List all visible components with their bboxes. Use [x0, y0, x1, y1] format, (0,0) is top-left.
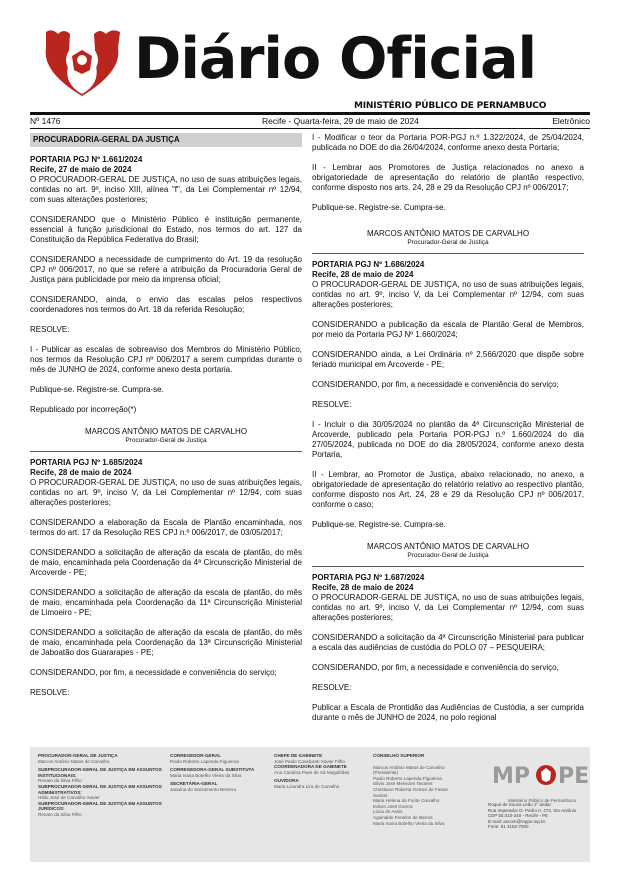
portaria-date: Recife, 27 de maio de 2024	[30, 165, 132, 174]
footer-heading: SUBPROCURADOR-GERAL DE JUSTIÇA EM ASSUNTOS JURÍDICOS:	[38, 800, 162, 812]
paragraph: CONSIDERANDO a necessidade de cumprimento do Art. 19 da resolução CPJ nº 006/2017, no que se refere a atribuição da Procuradoria Geral de Justiça para publicidade por meio da imprensa oficial;	[30, 255, 302, 284]
footer-value: Santos	[373, 792, 388, 798]
portaria-title: PORTARIA PGJ Nº 1.685/2024	[30, 458, 143, 467]
paragraph: I - Modificar o teor da Portaria POR-PGJ n.º 1.322/2024, de 25/04/2024, publicada no DOE do dia 26/04/2024, conforme anexo desta Portaria;	[312, 133, 584, 152]
footer-heading: OUVIDORA	[274, 778, 299, 784]
footer-value: Ana Carolina Paes de Sá Magalhães	[274, 769, 350, 775]
portaria-title: PORTARIA PGJ Nº 1.661/2024	[30, 155, 143, 164]
footer-heading: SUBPROCURADOR-GERAL DE JUSTIÇA EM ASSUNTOS ADMINISTRATIVOS:	[38, 783, 162, 795]
paragraph: II - Lembrar aos Promotores de Justiça relacionados no anexo a obrigatoriedade de apresentação do relatório de plantão respectivo, conforme disposto nos arts. 24, 28 e 29 da Resolução CPJ nº 006/2017;	[312, 163, 584, 192]
portaria-title: PORTARIA PGJ Nº 1.686/2024	[312, 260, 425, 269]
footer-value: Sílvio José Menezes Tavares	[373, 781, 433, 787]
paragraph: O PROCURADOR-GERAL DE JUSTIÇA, no uso de suas atribuições legais, contidas no art. 9º, inciso XIII, alínea "f", da Lei Complementar nº 12/94, com suas alterações posteriores;	[30, 175, 302, 204]
paragraph: Publicar a Escala de Prontidão das Audiências de Custódia, a ser cumprida durante o mês de JUNHO de 2024, no polo regional	[312, 703, 584, 722]
footer-value: José Paulo Cavalcanti Xavier Filho	[274, 758, 345, 764]
portaria-date: Recife, 28 de maio de 2024	[312, 270, 414, 279]
footer-value: Maria Lizandra Lira de Carvalho	[274, 783, 340, 789]
footer-column-gabinete	[274, 753, 370, 790]
divider	[30, 451, 302, 452]
paragraph: O PROCURADOR-GERAL DE JUSTIÇA, no uso de suas atribuições legais, contidas no art. 9º, inciso V, da Lei Complementar nº 12/94, com suas alterações posteriores;	[312, 280, 584, 309]
paragraph: CONSIDERANDO a elaboração da Escala de Plantão encaminhada, nos termos do art. 17 da Resolução RES CPJ n.º 006/2017, de 03/05/2017;	[30, 518, 302, 537]
paragraph: CONSIDERANDO, por fim, a necessidade e conveniência do serviço,	[312, 663, 559, 672]
divider	[30, 128, 590, 129]
footer-value: Maria Ivana Botelho Vieira da Silva	[373, 820, 445, 826]
footer-heading: CORREGEDORA-GERAL SUBSTITUTA	[170, 767, 255, 773]
paragraph: CONSIDERANDO que o Ministério Público é instituição permanente, essencial à função jurisdicional do Estado, nos termos do art. 127 da Constituição da República Federativa do Brasil;	[30, 215, 302, 244]
edition-type: Eletrônico	[552, 116, 590, 126]
footer-value: Aguinaldo Fenelon de Barros	[373, 814, 433, 820]
footer	[30, 747, 590, 862]
footer-value: Janaína do Sacramento Bezerra	[170, 786, 237, 792]
paragraph: O PROCURADOR-GERAL DE JUSTIÇA, no uso de suas atribuições legais, contidas no art. 9º, inciso V, da Lei Complementar nº 12/94, com suas alterações posteriores;	[30, 478, 302, 507]
address-line: Roque de Souza Leão 1º andar	[488, 802, 551, 807]
paragraph: II - Lembrar, ao Promotor de Justiça, abaixo relacionado, no anexo, a obrigatoriedade de apresentação do relatório relativo ao respectivo plantão, conforme disposto nos Art. 24, 28 e 29 da Resolução CPJ nº 006/2017, conforme o caso;	[312, 470, 584, 509]
address-line: CEP 50.010-240 - Recife - PE	[488, 813, 548, 819]
footer-value: Renato da Silva Filho	[38, 778, 82, 784]
paragraph: CONSIDERANDO a solicitação de alteração da escala de plantão, do mês de maio, encaminhada pela Coordenação da 4ª Circunscrição Ministerial de Arcoverde - PE;	[30, 548, 302, 577]
footer-heading: CONSELHO SUPERIOR	[373, 753, 425, 758]
issue-number: Nº 1476	[30, 116, 61, 126]
portaria-date: Recife, 28 de maio de 2024	[30, 468, 132, 477]
footer-value: Maria Helena da Fonte Carvalho	[373, 798, 440, 804]
footer-column-leadership	[38, 753, 166, 818]
footer-value: Marcos Antônio Matos de Carvalho	[373, 764, 445, 770]
signer-name: MARCOS ANTÔNIO MATOS DE CARVALHO	[366, 542, 530, 551]
paragraph: I - Publicar as escalas de sobreaviso dos Membros do Ministério Público, nos termos da Resolução CPJ nº 006/2017 a serem cumpridas durante o mês de JUNHO de 2024, conforme anexo desta portaria.	[30, 345, 302, 374]
footer-value: Hélio José de Carvalho Xavier	[38, 795, 100, 801]
footer-value: Christiane Roberta Gomes de Farias	[373, 786, 448, 792]
address-line: Fone: 81 3182-7000	[488, 824, 529, 830]
footer-value: Paulo Roberto Lapenda Figueiroa	[170, 758, 239, 764]
portaria-date: Recife, 28 de maio de 2024	[312, 583, 414, 592]
paragraph: RESOLVE:	[312, 400, 352, 409]
signature-block	[30, 427, 302, 445]
right-column	[312, 133, 584, 733]
logo-subtitle: Ministério Público de Pernambuco	[508, 798, 577, 803]
paragraph: CONSIDERANDO a solicitação da 4ª Circunscrição Ministerial para publicar a escala das audiências de custódia do POLO 07 – PESQUEIRA;	[312, 633, 584, 652]
footer-value: Paulo Roberto Lapenda Figueiroa	[373, 775, 442, 781]
footer-heading: CORREGEDOR-GERAL	[170, 753, 222, 758]
paragraph: CONSIDERANDO, por fim, a necessidade e conveniência do serviço;	[30, 668, 277, 677]
signer-role: Procurador-Geral de Justiça	[125, 437, 207, 444]
paragraph: RESOLVE:	[30, 688, 70, 697]
footer-heading: COORDENADORA DE GABINETE	[274, 764, 347, 770]
mppe-emblem-icon	[42, 26, 126, 98]
address-block	[488, 802, 576, 830]
divider	[312, 253, 584, 254]
footer-value: Maria Ivana Botelho Vieira da Silva	[170, 772, 242, 778]
footer-value: Edson José Guerra	[373, 803, 413, 809]
signature-block	[312, 542, 584, 560]
paragraph: O PROCURADOR-GERAL DE JUSTIÇA, no uso de suas atribuições legais, contidas no art. 9º, inciso V, da Lei Complementar nº 12/94, com suas alterações posteriores;	[312, 593, 584, 622]
footer-value: (Presidente)	[373, 770, 399, 776]
mppe-logo-icon	[486, 755, 590, 799]
logo-pe-text: PE	[558, 764, 590, 789]
mppe-logo	[486, 755, 590, 803]
paragraph: Publique-se. Registre-se. Cumpra-se.	[30, 385, 164, 394]
footer-column-conselho	[373, 753, 477, 826]
newspaper-title: Diário Oficial	[134, 26, 537, 92]
footer-heading: SUBPROCURADOR-GERAL DE JUSTIÇA EM ASSUNTOS INSTITUCIONAIS:	[38, 767, 162, 778]
paragraph: CONSIDERANDO a solicitação de alteração da escala de plantão, do mês de maio, encaminhada pela Coordenação da 11ª Circunscrição Ministerial de Limoeiro - PE;	[30, 588, 302, 617]
paragraph: CONSIDERANDO a solicitação de alteração da escala de plantão, do mês de maio, encaminhada pela Coordenação da 13ª Circunscrição Ministerial de Jaboatão dos Guararapes - PE;	[30, 628, 302, 657]
footer-value: Marcos Antônio Matos de Carvalho	[38, 758, 110, 764]
footer-heading: SECRETÁRIA-GERAL	[170, 781, 218, 787]
issue-date: Recife - Quarta-feira, 29 de maio de 2024	[262, 116, 419, 126]
footer-value: Renato da Silva Filho	[38, 811, 82, 817]
paragraph: Republicado por incorreção(*)	[30, 405, 137, 414]
paragraph: CONSIDERANDO a publicação da escala de Plantão Geral de Membros, por meio da Portaria PGJ Nº 1.660/2024;	[312, 320, 584, 339]
paragraph: CONSIDERANDO, por fim, a necessidade e conveniência do serviço;	[312, 380, 559, 389]
logo-mp-text: MP	[492, 764, 531, 789]
divider	[30, 112, 590, 115]
address-line: E-mail: ascom@mppe.mp.br	[488, 818, 546, 824]
section-header: PROCURADORIA-GERAL DA JUSTIÇA	[30, 133, 302, 147]
signer-name: MARCOS ANTÔNIO MATOS DE CARVALHO	[84, 427, 248, 436]
paragraph: RESOLVE:	[30, 325, 70, 334]
portaria-title: PORTARIA PGJ Nº 1.687/2024	[312, 573, 425, 582]
footer-column-corregedoria	[170, 753, 270, 793]
paragraph: CONSIDERANDO, ainda, o envio das escalas pelos respectivos coordenadores nos termos do Art. 18 da referida Resolução;	[30, 295, 302, 314]
footer-heading: PROCURADOR-GERAL DE JUSTIÇA	[38, 753, 118, 758]
issue-info-bar	[30, 116, 590, 128]
signer-role: Procurador-Geral de Justiça	[407, 239, 489, 246]
signer-role: Procurador-Geral de Justiça	[407, 552, 489, 559]
paragraph: RESOLVE:	[312, 683, 352, 692]
signature-block	[312, 229, 584, 247]
paragraph: Publique-se. Registre-se. Cumpra-se.	[312, 520, 446, 529]
divider	[312, 566, 584, 567]
paragraph: I - Incluir o dia 30/05/2024 no plantão da 4ª Circunscrição Ministerial de Arcoverde, publicado pela Portaria POR-PGJ n.º 1.660/2024 do dia 27/05/2024, publicada no DOE do dia 28/05/2024, conforme anexo desta Portaria,	[312, 420, 584, 459]
signer-name: MARCOS ANTÔNIO MATOS DE CARVALHO	[366, 229, 530, 238]
footer-heading: CHEFE DE GABINETE	[274, 753, 323, 758]
left-column	[30, 133, 302, 708]
address-line: Rua Imperador D. Pedro II, 473, Sto Antônio	[488, 807, 577, 813]
org-name: MINISTÉRIO PÚBLICO DE PERNAMBUCO	[354, 101, 547, 111]
footer-value: Lúcia de Assis	[373, 809, 403, 815]
paragraph: CONSIDERANDO ainda, a Lei Ordinária nº 2.566/2020 que dispõe sobre feriado municipal em Arcoverde - PE;	[312, 350, 584, 369]
paragraph: Publique-se. Registre-se. Cumpra-se.	[312, 203, 446, 212]
